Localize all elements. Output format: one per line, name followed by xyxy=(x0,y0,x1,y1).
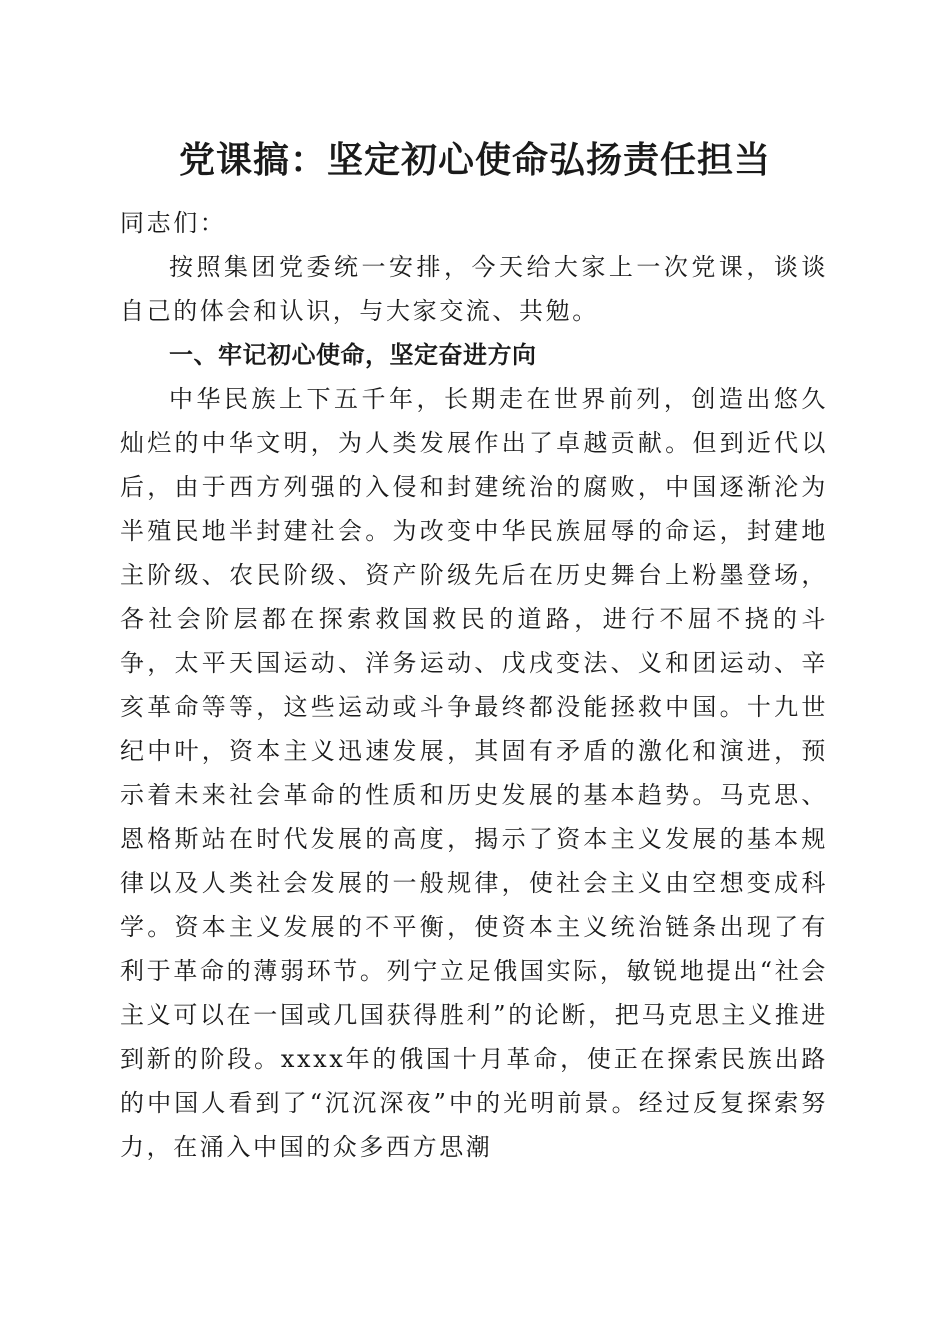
intro-paragraph: 按照集团党委统一安排，今天给大家上一次党课，谈谈自己的体会和认识，与大家交流、共勉。 xyxy=(120,253,828,325)
document-title: 党课搞：坚定初心使命弘扬责任担当 xyxy=(178,139,771,181)
section-heading: 一、牢记初心使命，坚定奋进方向 xyxy=(169,341,537,369)
document-body xyxy=(120,201,828,1169)
salutation: 同志们： xyxy=(120,209,227,237)
body-paragraph: 中华民族上下五千年，长期走在世界前列，创造出悠久灿烂的中华文明，为人类发展作出了卓越贡献。但到近代以后，由于西方列强的入侵和封建统治的腐败，中国逐渐沦为半殖民地半封建社会。为改变中华民族屈辱的命运，封建地主阶级、农民阶级、资产阶级先后在历史舞台上粉墨登场，各社会阶层都在探索救国救民的道路，进行不屈不挠的斗争，太平天国运动、洋务运动、戊戌变法、义和团运动、辛亥革命等等，这些运动或斗争最终都没能拯救中国。十九世纪中叶，资本主义迅速发展，其固有矛盾的激化和演进，预示着未来社会革命的性质和历史发展的基本趋势。马克思、恩格斯站在时代发展的高度，揭示了资本主义发展的基本规律以及人类社会发展的一般规律，使社会主义由空想变成科学。资本主义发展的不平衡，使资本主义统治链条出现了有利于革命的薄弱环节。列宁立足俄国实际，敏锐地提出“社会主义可以在一国或几国获得胜利”的论断，把马克思主义推进到新的阶段。xxxx年的俄国十月革命，使正在探索民族出路的中国人看到了“沉沉深夜”中的光明前景。经过反复探索努力，在涌入中国的众多西方思潮 xyxy=(120,385,828,1161)
